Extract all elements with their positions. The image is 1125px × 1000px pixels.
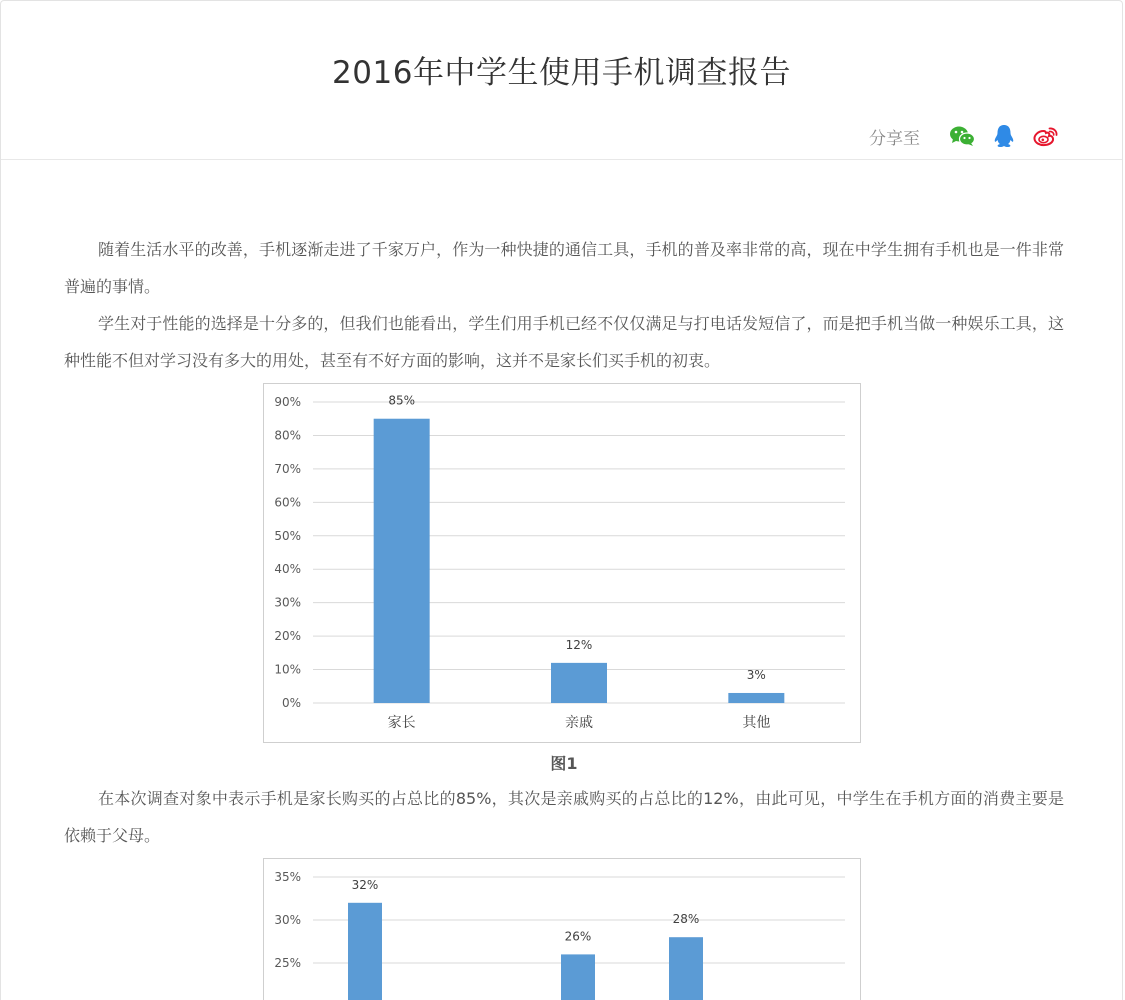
y-tick-label: 30% <box>274 913 301 927</box>
x-tick-label: 其他 <box>742 715 771 731</box>
y-tick-label: 20% <box>274 629 301 644</box>
data-label: 12% <box>565 637 593 652</box>
bar-其他 <box>728 693 784 703</box>
y-tick-label: 25% <box>274 956 301 970</box>
y-tick-label: 40% <box>274 562 301 577</box>
bar-series-1 <box>561 954 595 1000</box>
y-tick-label: 0% <box>281 696 301 710</box>
paragraph-performance: 学生对于性能的选择是十分多的，但我们也能看出，学生们用手机已经不仅仅满足与打电话发短信了，而是把手机当做一种娱乐工具，这种性能不但对学习没有多大的用处，甚至有不好方面的影响，这并不是家长们买手机的初衷。 <box>64 314 1064 370</box>
figure2-svg <box>264 859 860 1000</box>
x-tick-label: 家长 <box>387 715 416 731</box>
wechat-icon[interactable] <box>948 122 976 150</box>
data-label: 26% <box>564 929 592 944</box>
bar-亲戚 <box>551 663 607 703</box>
y-tick-label: 35% <box>274 870 301 884</box>
y-tick-label: 10% <box>274 662 301 677</box>
share-label: 分享至 <box>869 128 920 149</box>
y-tick-label: 80% <box>274 428 301 443</box>
figure2-chart <box>263 858 861 1000</box>
data-label: 85% <box>388 393 416 408</box>
paragraph-intro: 随着生活水平的改善，手机逐渐走进了千家万户，作为一种快捷的通信工具，手机的普及率非常的高，现在中学生拥有手机也是一件非常普遍的事情。 <box>64 240 1064 296</box>
page-title: 2016年中学生使用手机调查报告 <box>332 55 791 91</box>
y-tick-label: 50% <box>274 528 301 543</box>
bar-series-2 <box>669 937 703 1000</box>
x-tick-label: 亲戚 <box>565 715 593 731</box>
y-tick-label: 70% <box>274 461 301 476</box>
bar-series-0 <box>348 903 382 1000</box>
article-header <box>1 1 1122 160</box>
figure1-chart <box>263 383 861 743</box>
y-tick-label: 30% <box>274 595 301 610</box>
y-tick-label: 60% <box>274 495 301 510</box>
qq-icon[interactable] <box>990 122 1018 150</box>
bar-家长 <box>374 419 430 703</box>
data-label: 3% <box>746 667 766 682</box>
weibo-icon[interactable] <box>1032 122 1060 150</box>
data-label: 32% <box>351 877 379 892</box>
figure1-svg <box>264 384 860 742</box>
paragraph-purchase: 在本次调查对象中表示手机是家长购买的占总比的85%，其次是亲戚购买的占总比的12%，由此可见，中学生在手机方面的消费主要是依赖于父母。 <box>64 789 1064 845</box>
article-body <box>64 231 1064 1000</box>
share-bar <box>869 122 1060 150</box>
y-tick-label: 90% <box>274 395 301 409</box>
figure1-caption: 图1 <box>550 754 578 773</box>
data-label: 28% <box>672 912 700 927</box>
